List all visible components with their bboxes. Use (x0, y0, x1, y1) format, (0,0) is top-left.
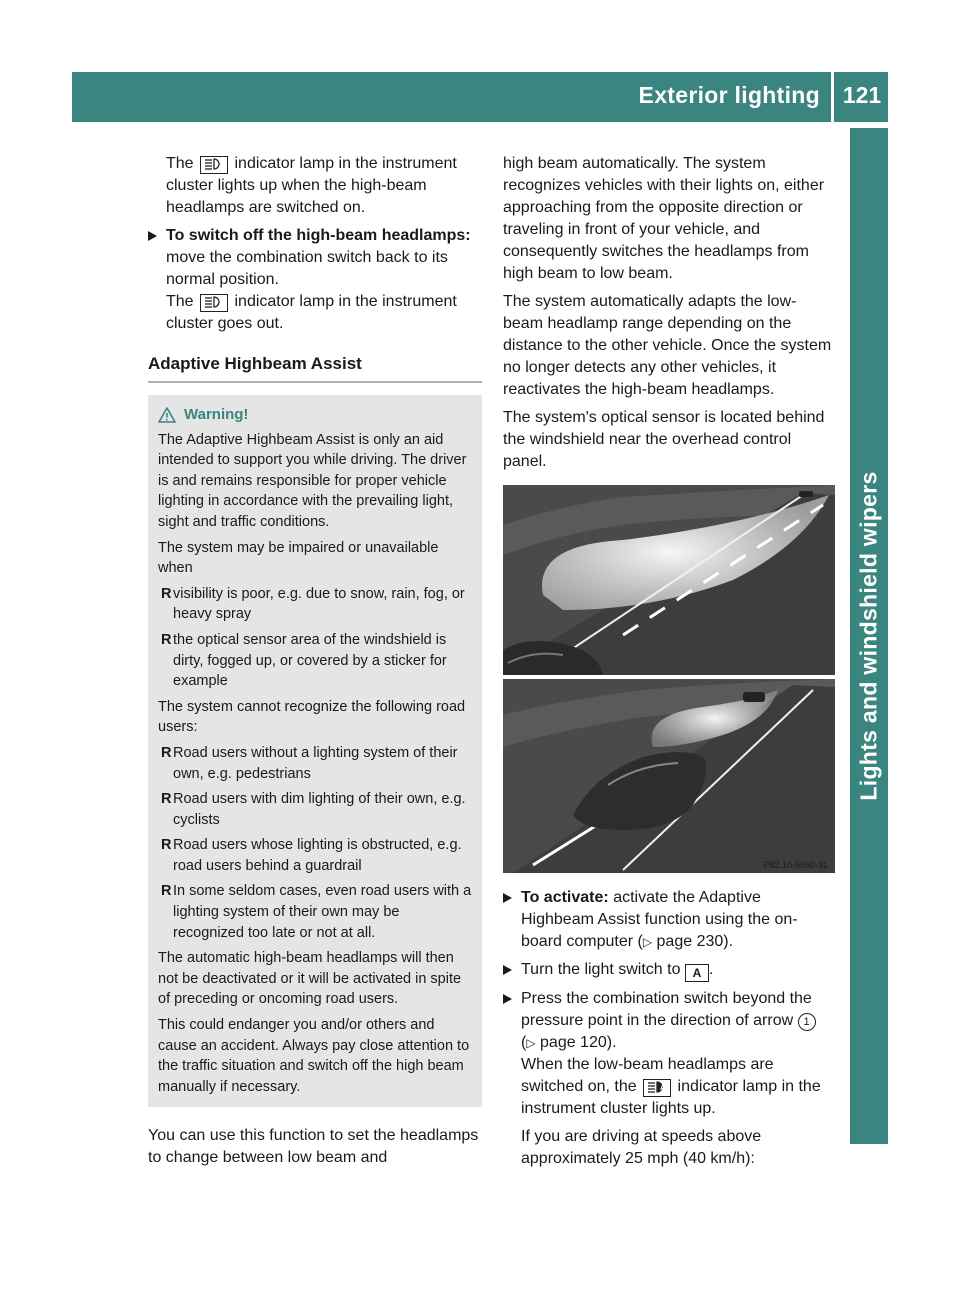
page-ref-arrow-icon: ▷ (526, 1036, 536, 1050)
warning-paragraph: The Adaptive Highbeam Assist is only an aid intended to support you while driving. The driver is and remains responsible for proper vehicle lighting in accordance with the prevailing light, sight and traffic conditions. (158, 431, 467, 530)
high-beam-scene (503, 485, 835, 675)
page-number: 121 (842, 82, 882, 108)
step-activate: To activate: activate the Adaptive Highbeam Assist function using the on-board computer (▷ page 230). (503, 887, 835, 953)
warning-title: Warning! (184, 406, 249, 423)
body-paragraph: The system automatically adapts the low-beam headlamp range depending on the distance to the other vehicle. Once the system no longer detects any other vehicles, it reactivates the high-beam headlamps. (503, 293, 832, 398)
chapter-side-tab-label: Lights and windshield wipers (855, 471, 882, 801)
high-beam-indicator-icon (200, 294, 228, 312)
chapter-side-tab (850, 128, 888, 1144)
warning-paragraph: The automatic high-beam headlamps will then not be deactivated or it will be activated in spite of preceding or oncoming road users. (158, 950, 462, 1008)
page-reference-link[interactable]: page 120). (540, 1034, 617, 1051)
warning-bullet: R Road users without a lighting system of their own, e.g. pedestrians (161, 744, 458, 782)
warning-paragraph: The system may be impaired or unavailable when (158, 539, 439, 577)
body-paragraph: You can use this function to set the headlamps to change between low beam and (148, 1127, 479, 1167)
step-arrow-icon (148, 231, 157, 241)
body-paragraph: high beam automatically. The system recognizes vehicles with their lights on, either approaching from the opposite direction or traveling in front of your vehicle, and consequently switches the headlamps from high beam to low beam. (503, 155, 825, 282)
adaptive-highbeam-illustration (503, 485, 835, 873)
body-paragraph: The system's optical sensor is located behind the windshield near the overhead control panel. (503, 409, 825, 470)
section-header-title: Exterior lighting (638, 82, 820, 108)
figure-reference-code: P82.10-5960-31 (763, 860, 828, 870)
warning-box (148, 395, 482, 1107)
warning-triangle-icon (158, 407, 176, 423)
step-press-combination-switch: Press the combination switch beyond the pressure point in the direction of arrow 1 (▷ page 120). When the low-beam headlamps are switched on, the A indicator lamp in the instrument cluster lights up. If you are driving at speeds above approximately 25 mph (40 km/h): (503, 988, 835, 1170)
warning-paragraph: The system cannot recognize the following road users: (158, 698, 466, 736)
warning-bullet: R the optical sensor area of the windshield is dirty, fogged up, or covered by a sticker for example (161, 631, 447, 690)
step-arrow-icon (503, 965, 512, 975)
step-switch-off-high-beam: To switch off the high-beam headlamps: move the combination switch back to its normal position. The indicator lamp in the instrument cluster goes out. (148, 225, 482, 335)
auto-light-symbol-icon: A (685, 964, 709, 982)
page-ref-arrow-icon: ▷ (642, 935, 653, 949)
right-column (503, 153, 835, 1176)
left-column (148, 153, 482, 1175)
section-title-adaptive-highbeam: Adaptive Highbeam Assist (148, 353, 482, 383)
warning-bullet: R Road users with dim lighting of their own, e.g. cyclists (161, 791, 466, 828)
step-light-switch: Turn the light switch to A . (503, 959, 835, 982)
warning-bullet: R In some seldom cases, even road users with a lighting system of their own may be recognized too late or not at all. (161, 883, 472, 941)
step-arrow-icon (503, 994, 512, 1004)
warning-bullet: R visibility is poor, e.g. due to snow, rain, fog, or heavy spray (161, 585, 465, 623)
header-bar (72, 72, 888, 122)
low-beam-scene (503, 679, 835, 873)
step-arrow-icon (503, 893, 512, 903)
page-reference-link[interactable]: page 230). (656, 933, 734, 950)
warning-paragraph: This could endanger you and/or others and cause an accident. Always pay close attention to the traffic situation and switch off the high beam manually if necessary. (158, 1017, 470, 1095)
header-divider (831, 72, 834, 122)
arrow-marker-1-icon: 1 (798, 1013, 816, 1031)
adaptive-high-beam-indicator-icon (643, 1079, 671, 1097)
warning-bullet: R Road users whose lighting is obstructed, e.g. road users behind a guardrail (161, 837, 462, 874)
high-beam-indicator-icon (200, 156, 228, 174)
svg-text:A: A (660, 1085, 666, 1092)
high-beam-indicator-paragraph: The indicator lamp in the instrument cluster lights up when the high-beam headlamps are switched on. (166, 155, 457, 216)
